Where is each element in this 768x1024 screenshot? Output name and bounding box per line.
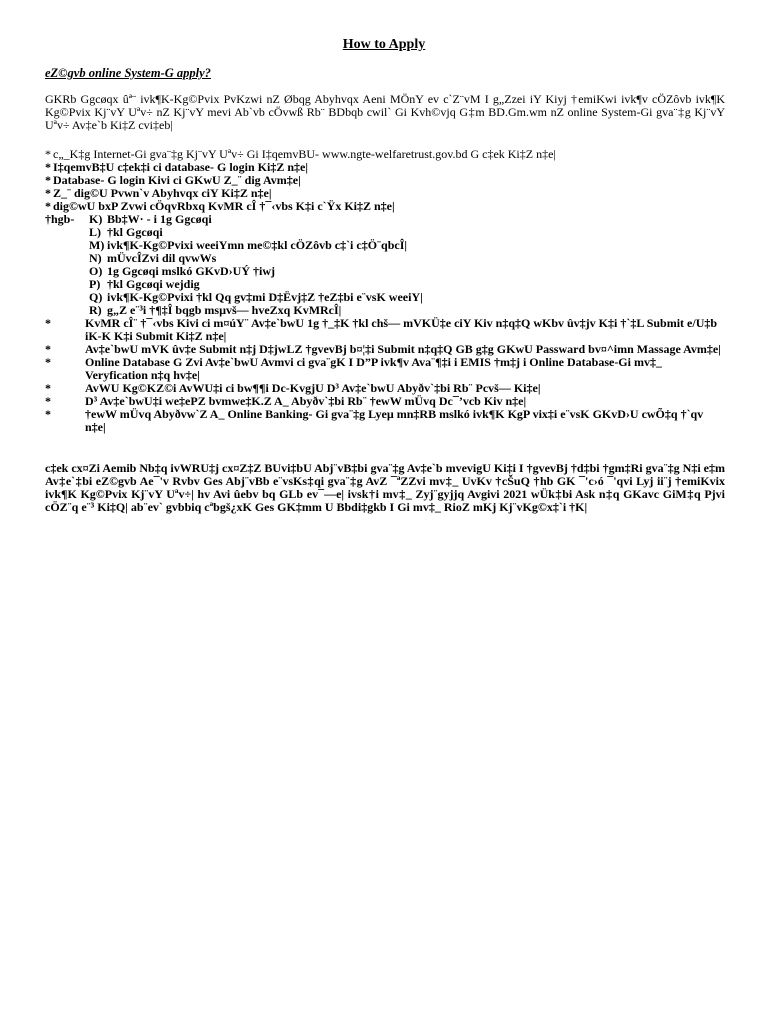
list-item-text: Database- G login Kivi ci GKwU Z_¨ dig Avm‡e|: [53, 173, 301, 187]
list-item-text: [45, 317, 725, 343]
list-item-text-tail: bv¤^imn Massage Avm‡e|: [585, 342, 721, 356]
list-item-text: †ewW mÜvq Abyðvw`Z A_ Online Banking- Gi gva¨‡g Lyeµ mn‡RB mslkó ivk¶K KgP vix‡i e¨vsK GKvD›U cwÕ‡q †`qv n‡e|: [85, 407, 704, 434]
bullet-icon: *: [45, 160, 51, 174]
list-item: [45, 408, 725, 434]
password-term: Passward: [535, 342, 586, 356]
list-marker: L): [89, 225, 101, 239]
list-marker: O): [89, 264, 103, 278]
list-item-text: dig©wU bxP Zvwi cÖqvRbxq KvMR cÎ †¯‹vbs K‡i c`Ÿx Ki‡Z n‡e|: [53, 199, 395, 213]
list-item-text: I‡qemvB‡U c‡ek‡i ci database- G login Ki‡Z n‡e|: [53, 160, 308, 174]
list-item-text: Z_¨ dig©U Pvwn`v Abyhvqx ciY Ki‡Z n‡e|: [53, 186, 272, 200]
bullet-icon: *: [45, 355, 51, 369]
list-item-text: AvWU Kg©KZ©i AvWU‡i ci bw¶¶i Dc-KvgjU D³ Av‡e`bwU Abyðv`‡bi Rb¨ Pcvš— Ki‡e|: [85, 381, 541, 395]
bullet-icon: *: [45, 394, 51, 408]
document-item-text: †kl Ggcøqi wejdig: [107, 277, 200, 291]
list-marker: Q): [89, 290, 103, 304]
bullet-icon: *: [45, 199, 51, 213]
document-item-text: Bb‡W· - i 1g Ggcøqi: [107, 212, 212, 226]
bullet-icon: *: [45, 316, 51, 330]
bullet-icon: *: [45, 342, 51, 356]
list-item-text: c„_K‡g Internet-Gi gva¨‡g Kj¨vY Uªv÷ Gi I‡qemvBU- www.ngte-welfaretrust.gov.bd G c‡ek Ki‡Z n‡e|: [53, 147, 556, 161]
document-item-text: ivk¶K-Kg©Pvixi †kl Qq gv‡mi D‡Ëvj‡Z †eZ‡bi e¨vsK weeiY|: [107, 290, 423, 304]
list-item-text: D³ Av‡e`bwU‡i we‡ePZ bvmwe‡K.Z A_ Abyðv`‡bi Rb¨ †ewW mÜvq Dc¯’vcb Kiv n‡e|: [85, 394, 527, 408]
list-marker: P): [89, 277, 101, 291]
list-item-text-tail: e/U‡b iK-K K‡i Submit Ki‡Z n‡e|: [85, 316, 718, 343]
closing-paragraph: c‡ek cx¤Zi Aemib Nb‡q ivWRU‡j cx¤Z‡Z BUvi‡bU Abj¨vB‡bi gva¨‡g Av‡e`b mvevigU Ki‡i I †gvevBj †d‡bi †gm‡Ri gva¨‡g N‡i e‡m Av‡e`‡bi eZ©gvb Ae¯'v Rvbv Ges Abj¨vBb e¨vsKs‡qi gva¨‡g AvZ ¯ªZZvi mv‡_ UvKv †cŠuQ †hb GK ¯'c›ó ¯'qvi Lyj ii¨j †emiKvix ivk¶K Kg©Pvix Kj¨vY Uªv÷| hv Avi ûebv bq GLb ev¯—e| ivsk†i mv‡_ Zyj¨gyjjq Avgivi 2021 wÜk‡bi Ask n‡q GKavc GiM‡q Pjvi cÖZ¨q e¨³ Ki‡Q| ab¨ev` gvbbiq cªbgš¿xK Ges GK‡mm U Bbdi‡gkb I Gi mv‡_ RioZ mKj Kj¨vKg©x‡`i †K|: [45, 461, 725, 514]
bullet-icon: *: [45, 147, 51, 161]
document-item-text: g„Z e¨³i †¶‡Î bqgb msµvš— hveZxq KvMRcÎ|: [107, 303, 342, 317]
list-marker: K): [89, 212, 103, 226]
bullet-icon: *: [45, 381, 51, 395]
document-item-text: 1g Ggcøqi mslkó GKvD›UÝ †iwj: [107, 264, 275, 278]
list-marker: N): [89, 251, 102, 265]
document-item-text: mÜvcÎZvi dil qvwWs: [107, 251, 217, 265]
page-title: How to Apply: [342, 37, 426, 52]
bullet-icon: *: [45, 186, 51, 200]
section-heading: eZ©gvb online System-G apply?: [45, 66, 211, 80]
list-item-text-main: KvMR cÎ¨ †¯‹vbs Kivi ci m¤úY¨ Av‡e`bwU 1g †_‡K †kl chš— mVKÜ‡e ciY Kiv n‡q‡Q wKbv ûv‡jv K‡i †`‡L: [85, 316, 647, 330]
list-item: [45, 356, 725, 382]
list-marker: R): [89, 303, 102, 317]
intro-paragraph: GKRb Ggcøqx ûª¨ ivk¶K-Kg©Pvix PvKzwi nZ Øbqg Abyhvqx Aeni MÖnY ev c`Z¨vM I g„Zzei iY Kiyj †emiKwi ivk¶v cÖZôvb ivk¶K Kg©Pvix Kj¨vY Uªv÷ nZ Kj¨vY mevi Ab`vb cÖvwß Rb¨ BDbqb cwil` Gi Kvh©vjq G‡m BD.Gm.wm nZ online System-Gi gva¨‡g Kj¨vY Uªv÷ Av‡e`b Ki‡Z cvi‡eb|: [45, 92, 725, 132]
list-marker: M): [89, 238, 105, 252]
list-item-text: Online Database G Zvi Av‡e`bwU Avmvi ci gva¨gK I D”P ivk¶v Ava¨¶‡i i EMIS †m‡j i Online Database-Gi mv‡_ Veryfication n‡q hv‡e|: [85, 355, 662, 382]
list-item: [45, 317, 725, 343]
document-item-text: ivk¶K-Kg©Pvixi weeiYmn me©‡kl cÖZôvb c‡`i c‡Ö¨qbcÎ|: [107, 238, 408, 252]
submit-term: Submit: [646, 316, 685, 330]
bullet-icon: *: [45, 407, 51, 421]
instruction-list: [45, 148, 725, 434]
documents-label: †hgb-: [45, 212, 75, 226]
list-item-text-main: Av‡e`bwU mVK ûv‡e Submit n‡j D‡jwLZ †gvevBj b¤¦‡i Submit n‡q‡Q GB g‡g GKwU: [85, 342, 536, 356]
bullet-icon: *: [45, 173, 51, 187]
document-item-text: †kl Ggcøqi: [107, 225, 163, 239]
